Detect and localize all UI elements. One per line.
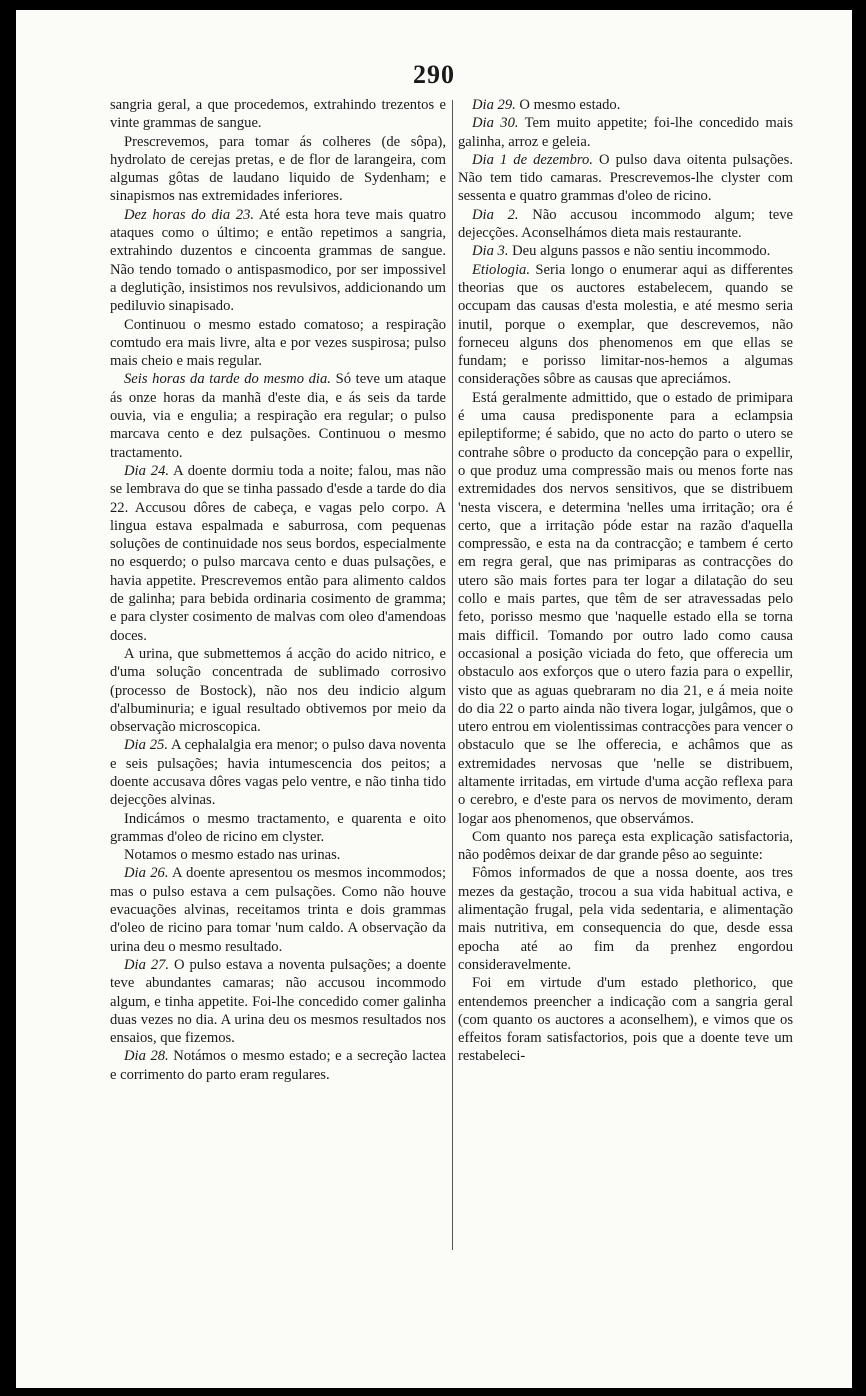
paragraph-text: Tem muito appetite; foi-lhe concedido mais galinha, arroz e geleia. bbox=[458, 115, 793, 150]
document-page bbox=[16, 10, 852, 1388]
paragraph bbox=[458, 974, 793, 1065]
paragraph-text: Até esta hora teve mais quatro ataques como o último; e então repetimos a sangria, extrahindo duzentos e cincoenta grammas de sangue. Não tendo tomado o antispasmodico, por ser impossivel a deglutição, insistimos nos revulsivos, addicionando um pediluvio sinapisado. bbox=[110, 206, 446, 315]
paragraph bbox=[110, 645, 446, 736]
paragraph-text: Continuou o mesmo estado comatoso; a respiração comtudo era mais livre, alta e por vezes suspirosa; pulso mais cheio e mais regular. bbox=[110, 316, 446, 370]
paragraph-text: A doente dormiu toda a noite; falou, mas não se lembrava do que se tinha passado d'esde a tarde do dia 22. Accusou dôres de cabeça, e vagas pelo corpo. A lingua estava espalmada e saburrosa, com pequenas soluções de continuidade nos seus bordos, especialmente no esquerdo; o pulso marcava cento e duas pulsações, e havia appetite. Prescrevemos então para alimento caldos de galinha; para bebida ordinaria cosimento de gramma; e para clyster cosimento de malvas com oleo d'amendoas doces. bbox=[110, 462, 446, 644]
paragraph-text: Notamos o mesmo estado nas urinas. bbox=[124, 847, 341, 864]
paragraph-text: A cephalalgia era menor; o pulso dava noventa e seis pulsações; havia intumescencia dos peitos; a doente accusava dôres vagas pelo ventre, e não tinha tido dejecções alvinas. bbox=[110, 737, 446, 809]
paragraph-text: Só teve um ataque ás onze horas da manhã d'este dia, e ás seis da tarde ouvia, via e engulia; a respiração era regular; o pulso marcava cento e dez pulsações. Continuou o mesmo tractamento. bbox=[110, 371, 446, 461]
paragraph bbox=[110, 133, 446, 206]
paragraph-text: O pulso dava oitenta pulsações. Não tem tido camaras. Prescrevemos-lhe clyster com sessenta e quatro grammas d'oleo de ricino. bbox=[458, 151, 793, 205]
paragraph-lead: Dia 25. bbox=[124, 737, 168, 754]
paragraph bbox=[458, 828, 793, 865]
paragraph bbox=[458, 242, 793, 260]
paragraph bbox=[458, 864, 793, 974]
paragraph-lead: Dia 3. bbox=[472, 243, 509, 260]
left-column bbox=[110, 96, 446, 1084]
paragraph-lead: Dia 28. bbox=[124, 1048, 169, 1065]
paragraph bbox=[110, 370, 446, 461]
paragraph-text: Foi em virtude d'um estado plethorico, que entendemos preencher a indicação com a sangria geral (com quanto os auctores a aconselhem), e vimos que os effeitos foram satisfactorios, pois que a doente teve um restabeleci- bbox=[458, 975, 793, 1065]
paragraph bbox=[458, 206, 793, 243]
paragraph-text: Indicámos o mesmo tractamento, e quarenta e oito grammas d'oleo de ricino em clyster. bbox=[110, 810, 446, 845]
paragraph-lead: Seis horas da tarde do mesmo dia. bbox=[124, 371, 331, 388]
paragraph bbox=[110, 864, 446, 955]
paragraph bbox=[110, 462, 446, 645]
paragraph bbox=[110, 846, 446, 864]
paragraph-lead: Dia 2. bbox=[472, 206, 519, 223]
paragraph-text: Deu alguns passos e não sentiu incommodo. bbox=[508, 243, 771, 260]
paragraph-text: Prescrevemos, para tomar ás colheres (de sôpa), hydrolato de cerejas pretas, e de flor de larangeira, com algumas gôtas de laudano liquido de Sydenham; e sinapismos nas extremidades inferiores. bbox=[110, 133, 446, 205]
paragraph-text: O mesmo estado. bbox=[515, 97, 621, 113]
paragraph-text: Fômos informados de que a nossa doente, aos tres mezes da gestação, trocou a sua vida habitual activa, e alimentação frugal, pela vida sedentaria, e alimentação mais nutritiva, em consequencia do que, desde essa epocha até ao fim da prenhez engordou consideravelmente. bbox=[458, 865, 793, 973]
paragraph bbox=[458, 151, 793, 206]
right-column bbox=[458, 96, 793, 1066]
page-number: 290 bbox=[413, 60, 455, 89]
paragraph-text: A urina, que submettemos á acção do acido nitrico, e d'uma solução concentrada de sublimado corrosivo (processo de Bostock), não nos deu indicio algum d'albuminuria; e igual resultado obtivemos por meio da observação microscopica. bbox=[110, 645, 446, 736]
paragraph-lead: Dia 27. bbox=[124, 956, 170, 973]
paragraph-text: Com quanto nos pareça esta explicação satisfactoria, não podêmos deixar de dar grande pêso ao seguinte: bbox=[458, 828, 793, 864]
paragraph bbox=[110, 1047, 446, 1084]
paragraph bbox=[110, 316, 446, 371]
paragraph bbox=[110, 956, 446, 1047]
paragraph-text: Está geralmente admittido, que o estado de primipara é uma causa predisponente para a eclampsia epileptiforme; é sabido, que no acto do parto o utero se contrahe sôbre o producto da concepção para o expellir, o que produz uma compressão mais ou menos forte nas extremidades dos nervos sensitivos, que se distribuem 'nesta viscera, e determina 'nelles uma irritação; ora é certo, que a irritação póde estar na razão d'aquella compressão, e esta na da contracção; e tambem é certo em regra geral, que nas primiparas as contracções do utero são mais fortes para ter logar a dilatação do seu collo e mais partes, que têm de ser atravessadas pelo feto, porisso mesmo que 'naquelle estado ella se torna mais difficil. Tomando por outro lado como causa occasional a posição viciada do feto, que offerecia um obstaculo aos exforços que o utero fazia para o expellir, visto que as aguas quebraram no dia 21, e á meia noite do dia 22 o parto ainda não tivera logar, julgâmos, que o utero entrou em violentissimas contracções para vencer o obstaculo que se lhe offerecia, e achâmos que as extremidades nervosas que 'nelle se distribuem, altamente irritadas, em virtude d'uma acção reflexa para o cerebro, e d'este para os nervos de movimento, deram logar aos phenomenos, que observámos. bbox=[458, 389, 793, 827]
paragraph-text: O pulso estava a noventa pulsações; a doente teve abundantes camaras; não accusou incommodo algum, e tinha appetite. Foi-lhe concedido comer galinha duas vezes no dia. A urina deu os mesmos resultados nos ensaios, que fizemos. bbox=[110, 956, 446, 1047]
paragraph-lead: Dez horas do dia 23. bbox=[124, 206, 255, 223]
paragraph-lead: Etiologia. bbox=[472, 261, 530, 278]
paragraph bbox=[458, 96, 793, 114]
paragraph bbox=[458, 389, 793, 828]
paragraph bbox=[110, 810, 446, 847]
paragraph bbox=[458, 114, 793, 151]
paragraph-lead: Dia 24. bbox=[124, 462, 170, 479]
paragraph-text: A doente apresentou os mesmos incommodos; mas o pulso estava a cem pulsações. Como não houve evacuações alvinas, receitamos trinta e dois grammas d'oleo de ricino para tomar 'num caldo. A observação da urina deu o mesmo resultado. bbox=[110, 865, 446, 955]
paragraph bbox=[110, 206, 446, 316]
paragraph-text: Seria longo o enumerar aqui as differentes theorias que os auctores estabelecem, quando se occupam das causas d'esta molestia, e até mesmo seria inutil, porque o exemplar, que descrevemos, não forneceu alguns dos phenomenos em que ellas se fundam; e porisso limitar-nos-hemos a algumas considerações sôbre as causas que apreciámos. bbox=[458, 261, 793, 388]
column-divider bbox=[452, 100, 453, 1250]
paragraph-lead: Dia 29. bbox=[472, 97, 516, 113]
paragraph bbox=[458, 261, 793, 389]
paragraph-text: Não accusou incommodo algum; teve dejecções. Aconselhámos dieta mais restaurante. bbox=[458, 206, 794, 242]
paragraph-lead: Dia 26. bbox=[124, 865, 169, 882]
paragraph-lead: Dia 30. bbox=[472, 115, 519, 132]
paragraph-text: sangria geral, a que procedemos, extrahindo trezentos e vinte grammas de sangue. bbox=[110, 97, 446, 132]
paragraph bbox=[110, 96, 446, 133]
paragraph-lead: Dia 1 de dezembro. bbox=[472, 151, 593, 168]
paragraph-text: Notámos o mesmo estado; e a secreção lactea e corrimento do parto eram regulares. bbox=[110, 1048, 447, 1083]
paragraph bbox=[110, 736, 446, 809]
